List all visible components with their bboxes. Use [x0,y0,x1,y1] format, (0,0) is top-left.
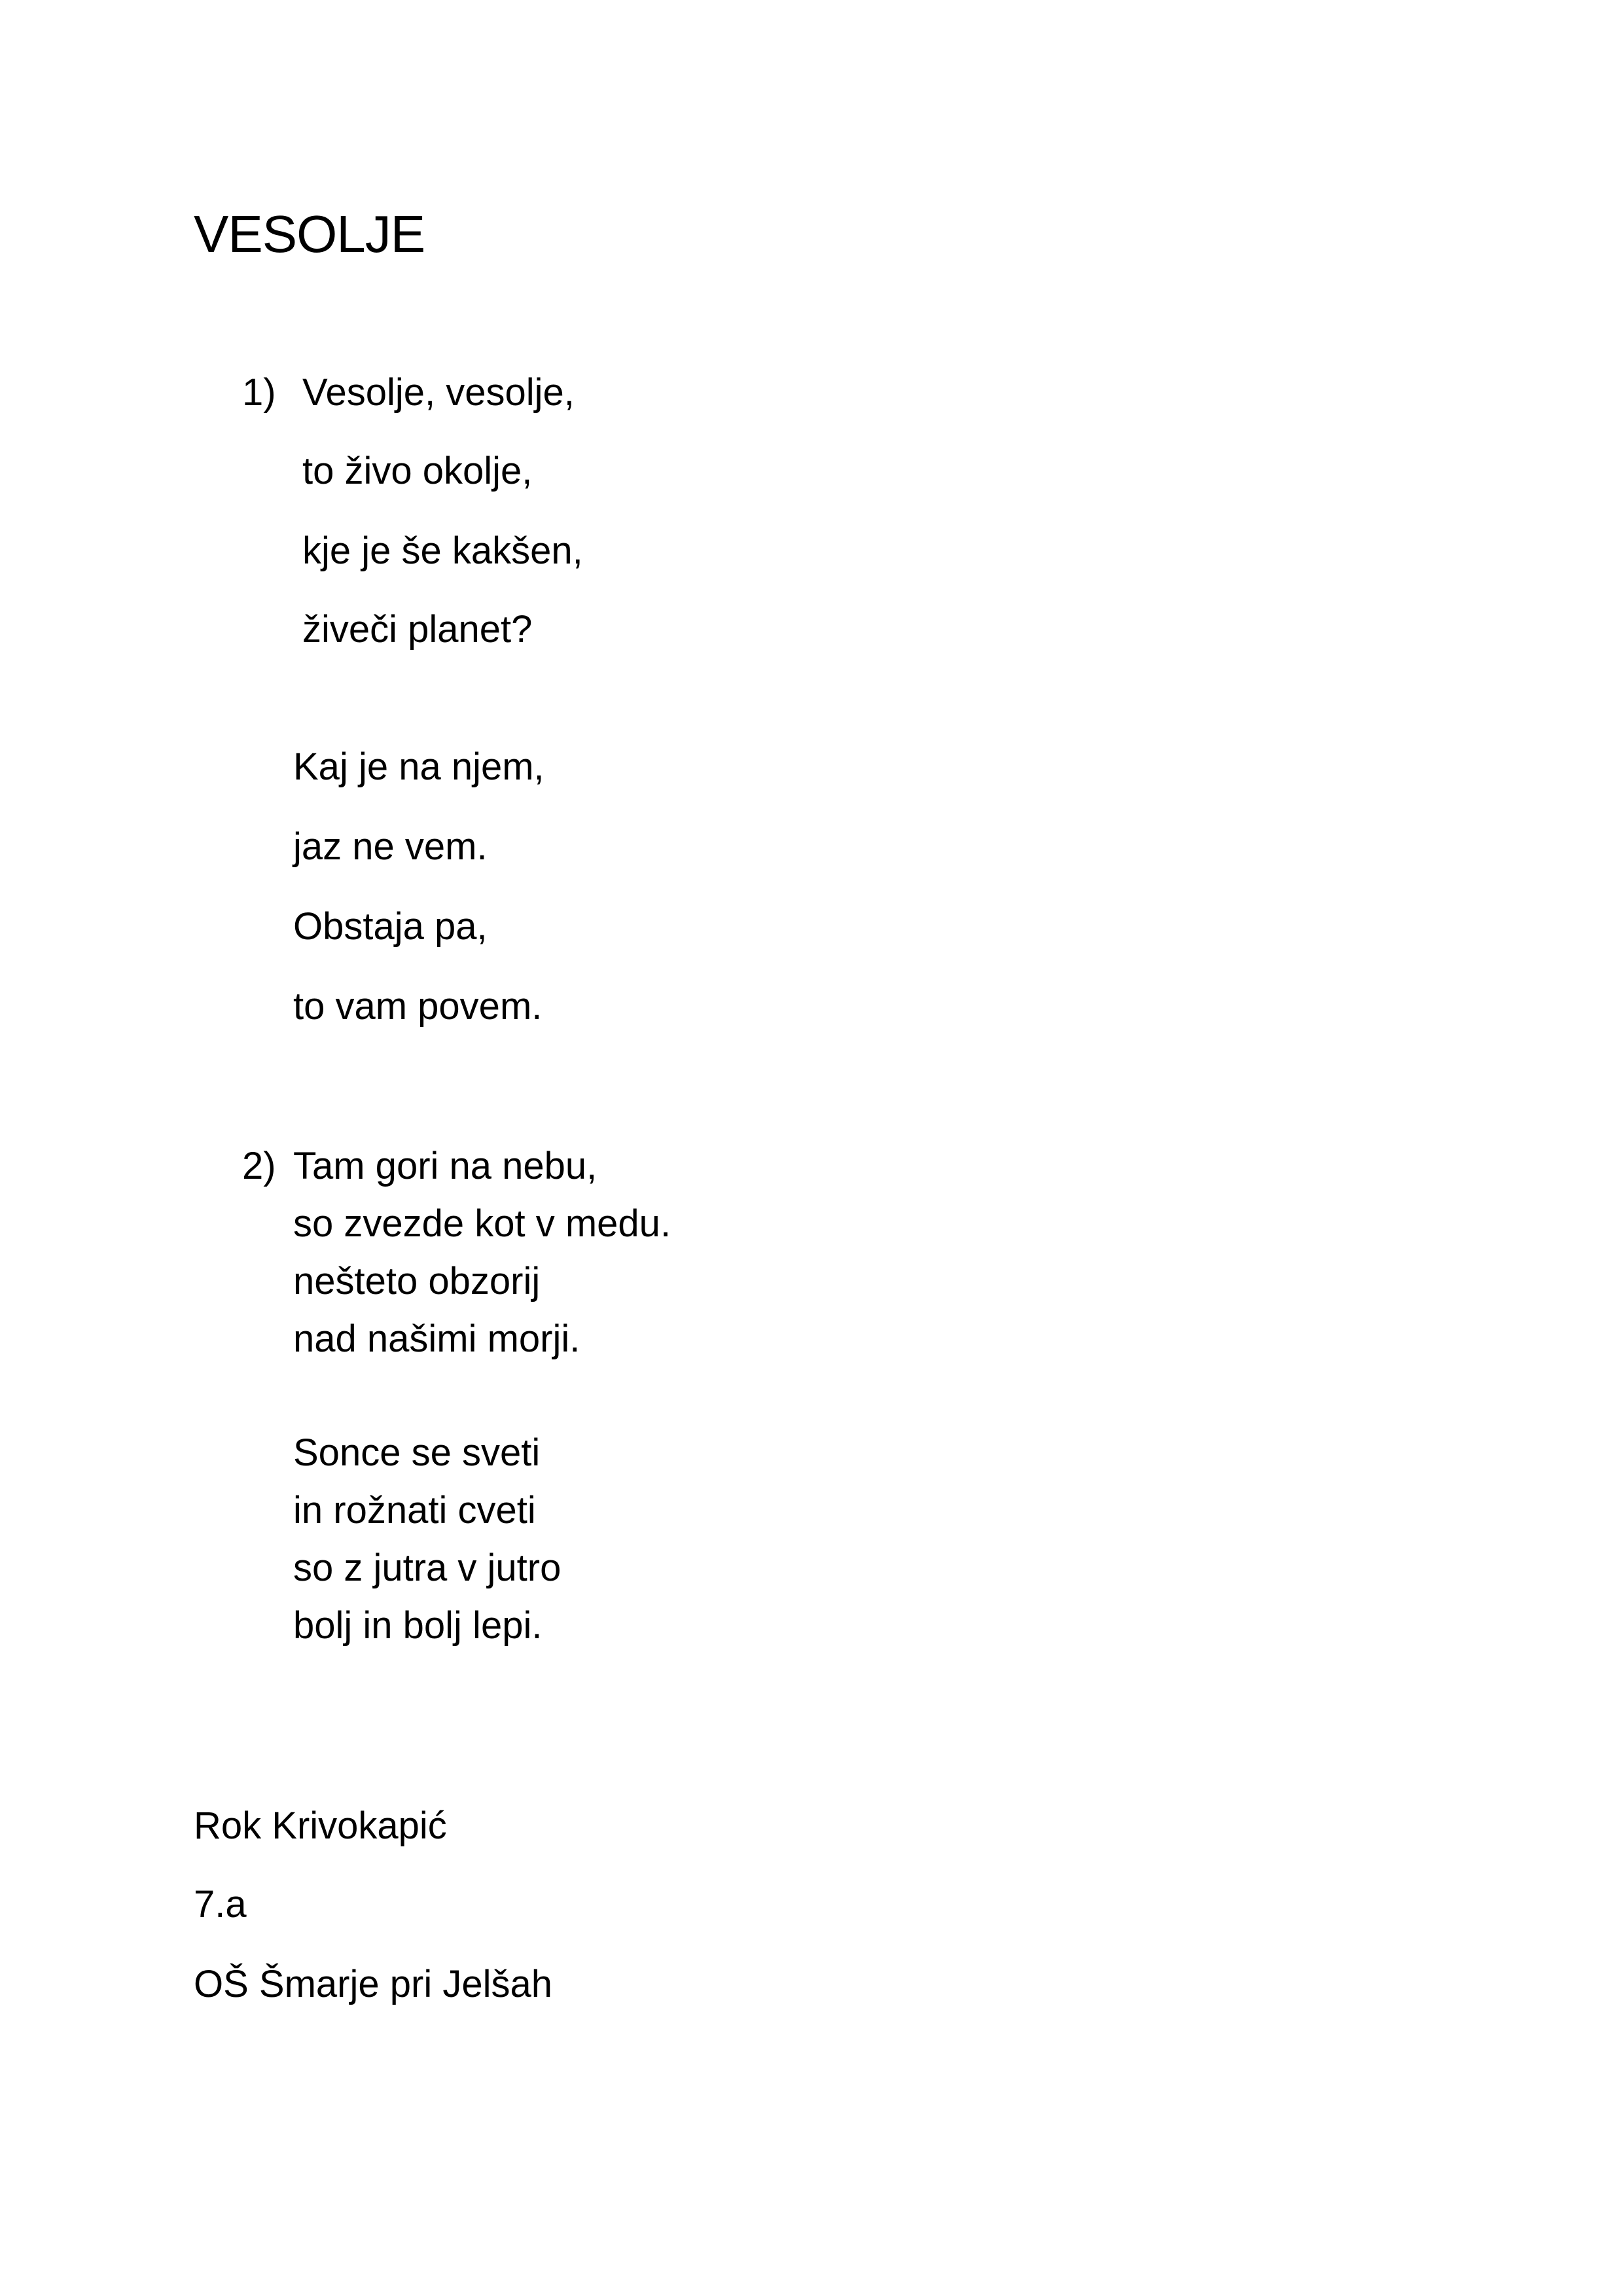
refrain-line: in rožnati cveti [293,1489,536,1532]
refrain-line: bolj in bolj lepi. [293,1604,543,1647]
verse-line: nad našimi morji. [293,1318,580,1360]
verse-line: Tam gori na nebu, [293,1145,597,1187]
refrain-line: jaz ne vem. [293,825,488,868]
verse-line: nešteto obzorij [293,1260,541,1302]
verse-line: so zvezde kot v medu. [293,1202,671,1245]
verse-line: to živo okolje, [302,450,533,492]
refrain-line: so z jutra v jutro [293,1547,562,1589]
refrain-line: to vam povem. [293,985,543,1028]
verse-line: kje je še kakšen, [302,529,583,572]
poem-title: VESOLJE [194,205,425,263]
author-class: 7.a [194,1883,247,1926]
stanza-number: 2) [242,1145,276,1187]
stanza-number: 1) [242,371,276,414]
verse-line: Vesolje, vesolje, [302,371,575,414]
author-school: OŠ Šmarje pri Jelšah [194,1963,552,2005]
verse-line: živeči planet? [302,608,533,651]
author-name: Rok Krivokapić [194,1804,447,1847]
refrain-line: Obstaja pa, [293,905,488,948]
refrain-line: Kaj je na njem, [293,745,544,788]
refrain-line: Sonce se sveti [293,1431,541,1474]
